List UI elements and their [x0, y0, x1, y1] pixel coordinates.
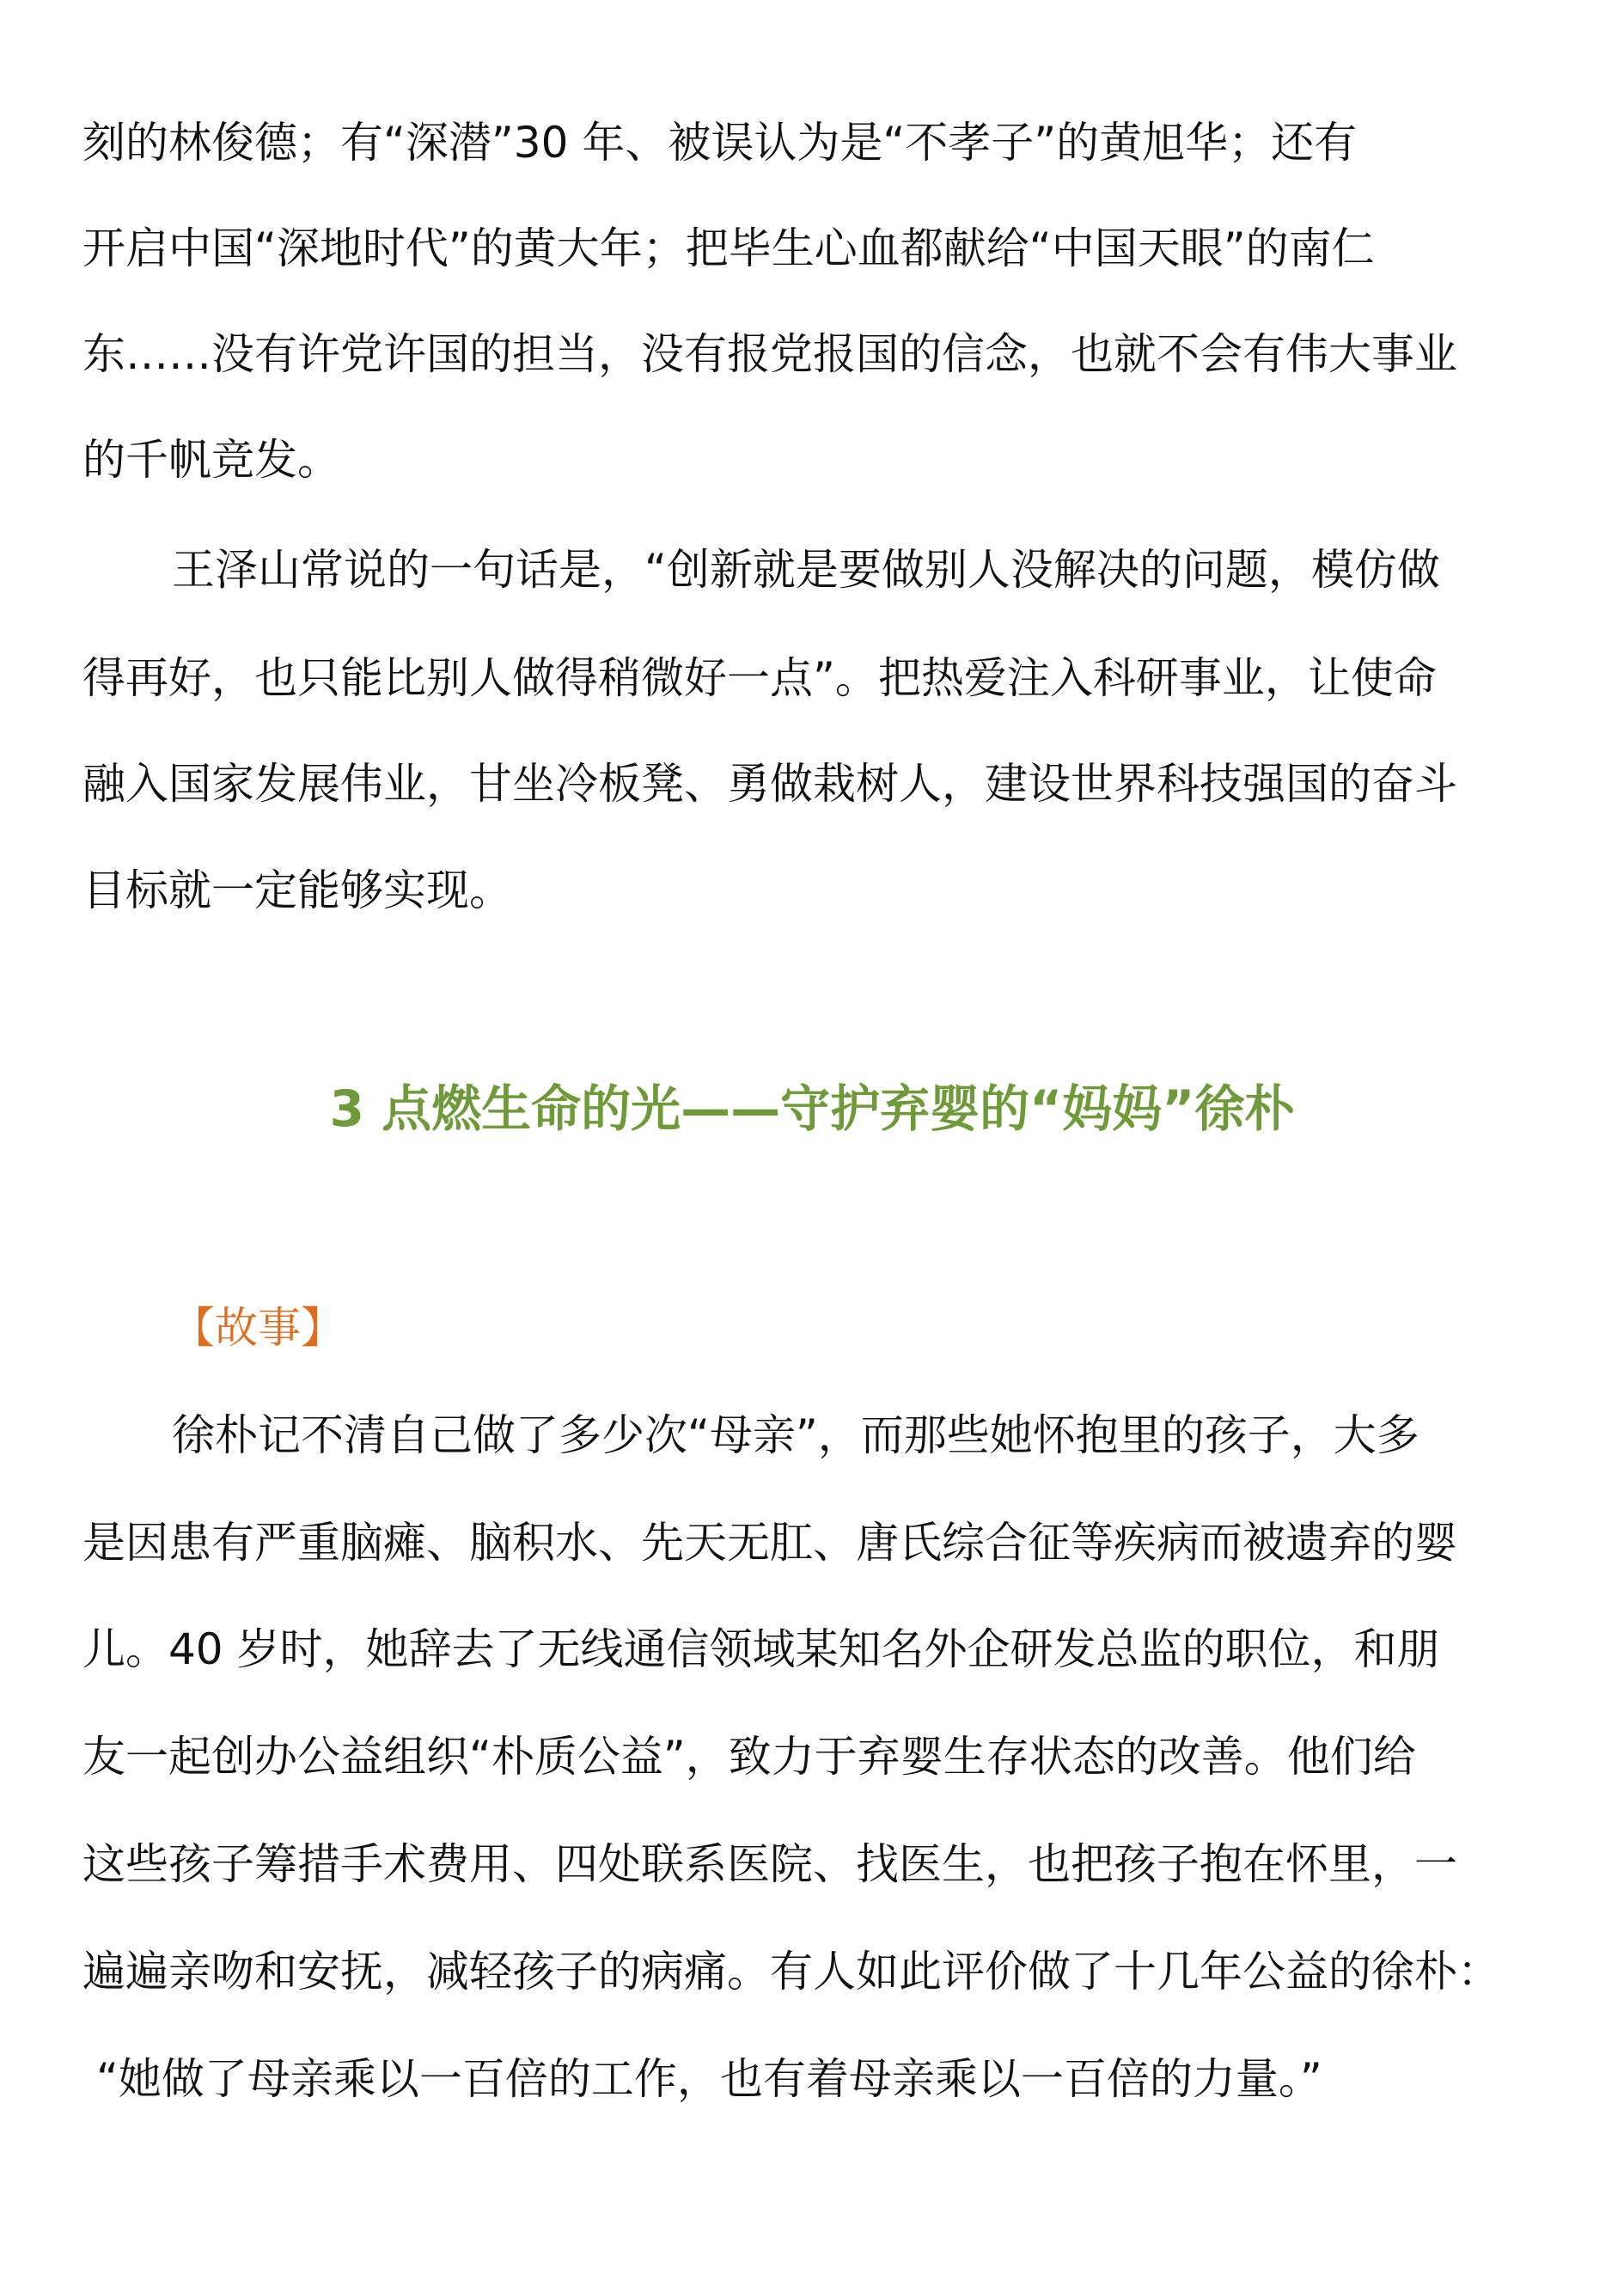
- paragraph-line: 得再好，也只能比别人做得稍微好一点”。把热爱注入科研事业，让使命: [82, 653, 1437, 703]
- section-heading: 3 点燃生命的光——守护弃婴的“妈妈”徐朴: [329, 1079, 1295, 1138]
- paragraph-line: 王泽山常说的一句话是，“创新就是要做别人没解决的问题，模仿做: [172, 545, 1440, 595]
- paragraph-line: 友一起创办公益组织“朴质公益”，致力于弃婴生存状态的改善。他们给: [82, 1732, 1416, 1782]
- paragraph-line: 的千帆竞发。: [82, 435, 340, 485]
- paragraph-line: 开启中国“深地时代”的黄大年；把毕生心血都献给“中国天眼”的南仁: [82, 223, 1375, 273]
- story-label: 【故事】: [172, 1303, 344, 1353]
- paragraph-line: 东……没有许党许国的担当，没有报党报国的信念，也就不会有伟大事业: [82, 329, 1457, 379]
- paragraph-line: 融入国家发展伟业，甘坐冷板凳、勇做栽树人，建设世界科技强国的奋斗: [82, 759, 1457, 809]
- paragraph-line: 遍遍亲吻和安抚，减轻孩子的病痛。有人如此评价做了十几年公益的徐朴：: [82, 1947, 1500, 1996]
- paragraph-line: 儿。40 岁时，她辞去了无线通信领域某知名外企研发总监的职位，和朋: [82, 1624, 1440, 1674]
- paragraph-line: 刻的林俊德；有“深潜”30 年、被误认为是“不孝子”的黄旭华；还有: [82, 118, 1358, 168]
- paragraph-line: 徐朴记不清自己做了多少次“母亲”，而那些她怀抱里的孩子，大多: [172, 1410, 1419, 1460]
- paragraph-line: “她做了母亲乘以一百倍的工作，也有着母亲乘以一百倍的力量。”: [96, 2054, 1322, 2104]
- paragraph-line: 目标就一定能够实现。: [82, 865, 512, 915]
- paragraph-line: 这些孩子筹措手术费用、四处联系医院、找医生，也把孩子抱在怀里，一: [82, 1839, 1457, 1889]
- paragraph-line: 是因患有严重脑瘫、脑积水、先天无肛、唐氏综合征等疾病而被遗弃的婴: [82, 1518, 1457, 1568]
